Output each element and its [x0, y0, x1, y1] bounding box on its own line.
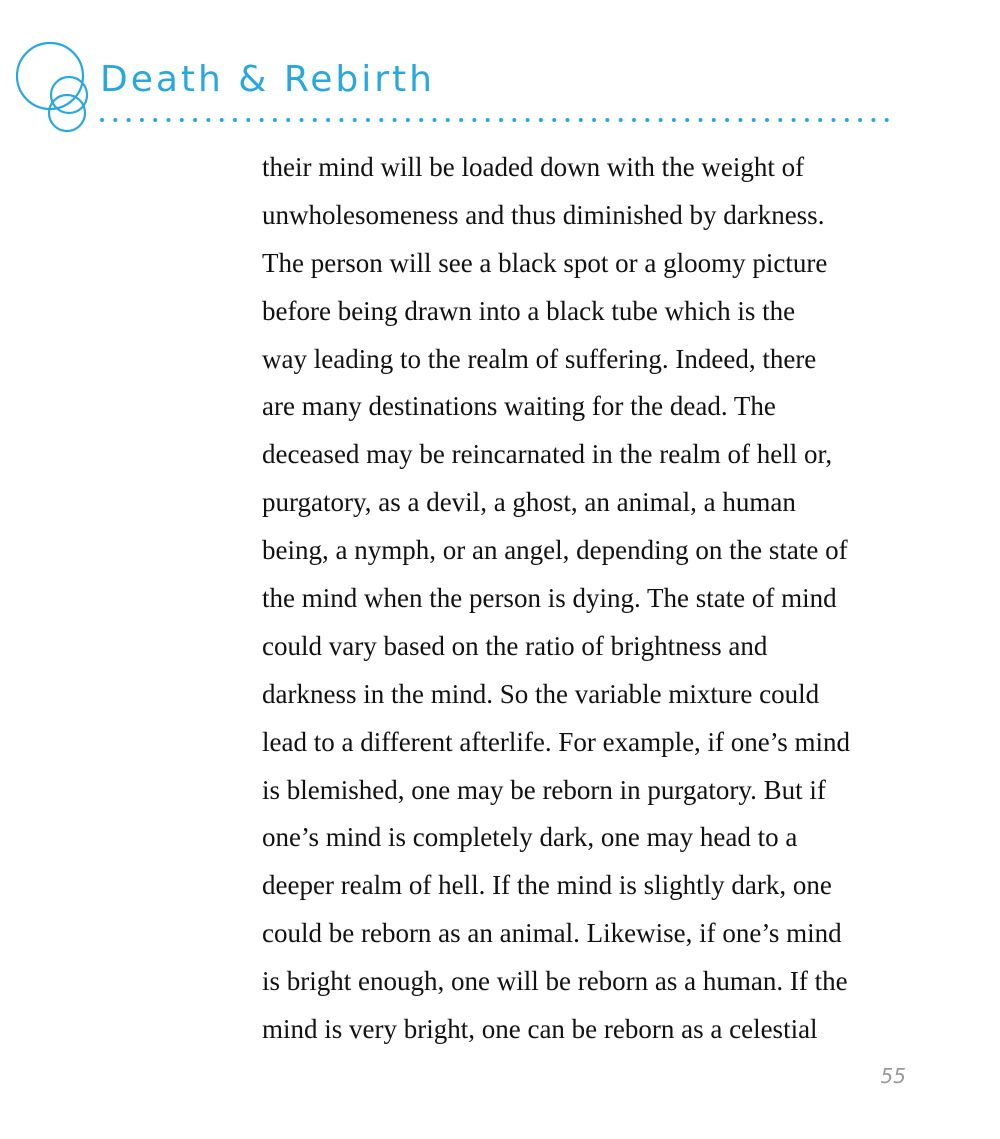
body-line: purgatory, as a devil, a ghost, an animal, a human [262, 487, 796, 518]
body-line: The person will see a black spot or a gloomy picture [262, 247, 828, 278]
body-text [262, 144, 942, 1054]
body-line: deeper realm of hell. If the mind is slightly dark, one [262, 870, 832, 901]
body-line: are many destinations waiting for the dead. The [262, 391, 776, 422]
body-line: darkness in the mind. So the variable mixture could [262, 678, 820, 709]
body-line: is bright enough, one will be reborn as a human. If the [262, 966, 848, 997]
body-line: could be reborn as an animal. Likewise, if one’s mind [262, 918, 842, 949]
body-line: one’s mind is completely dark, one may head to a [262, 822, 798, 853]
body-line: lead to a different afterlife. For example, if one’s mind [262, 726, 851, 757]
body-line: way leading to the realm of suffering. Indeed, there [262, 343, 817, 374]
body-line: their mind will be loaded down with the weight of [262, 152, 805, 182]
body-line: being, a nymph, or an angel, depending on the state of [262, 535, 848, 566]
body-line: could vary based on the ratio of brightness and [262, 630, 768, 661]
body-line: before being drawn into a black tube which is the [262, 295, 796, 326]
body-line: mind is very bright, one can be reborn as a celestial [262, 1014, 818, 1045]
page-number: 55 [880, 1064, 906, 1088]
dotted-divider [100, 112, 902, 130]
body-line: the mind when the person is dying. The state of mind [262, 583, 837, 614]
section-title: Death & Rebirth [100, 59, 435, 100]
overlapping-circles-icon [10, 38, 100, 139]
body-line: is blemished, one may be reborn in purgatory. But if [262, 774, 826, 805]
body-line: deceased may be reincarnated in the realm of hell or, [262, 439, 833, 470]
body-line: unwholesomeness and thus diminished by darkness. [262, 199, 825, 230]
